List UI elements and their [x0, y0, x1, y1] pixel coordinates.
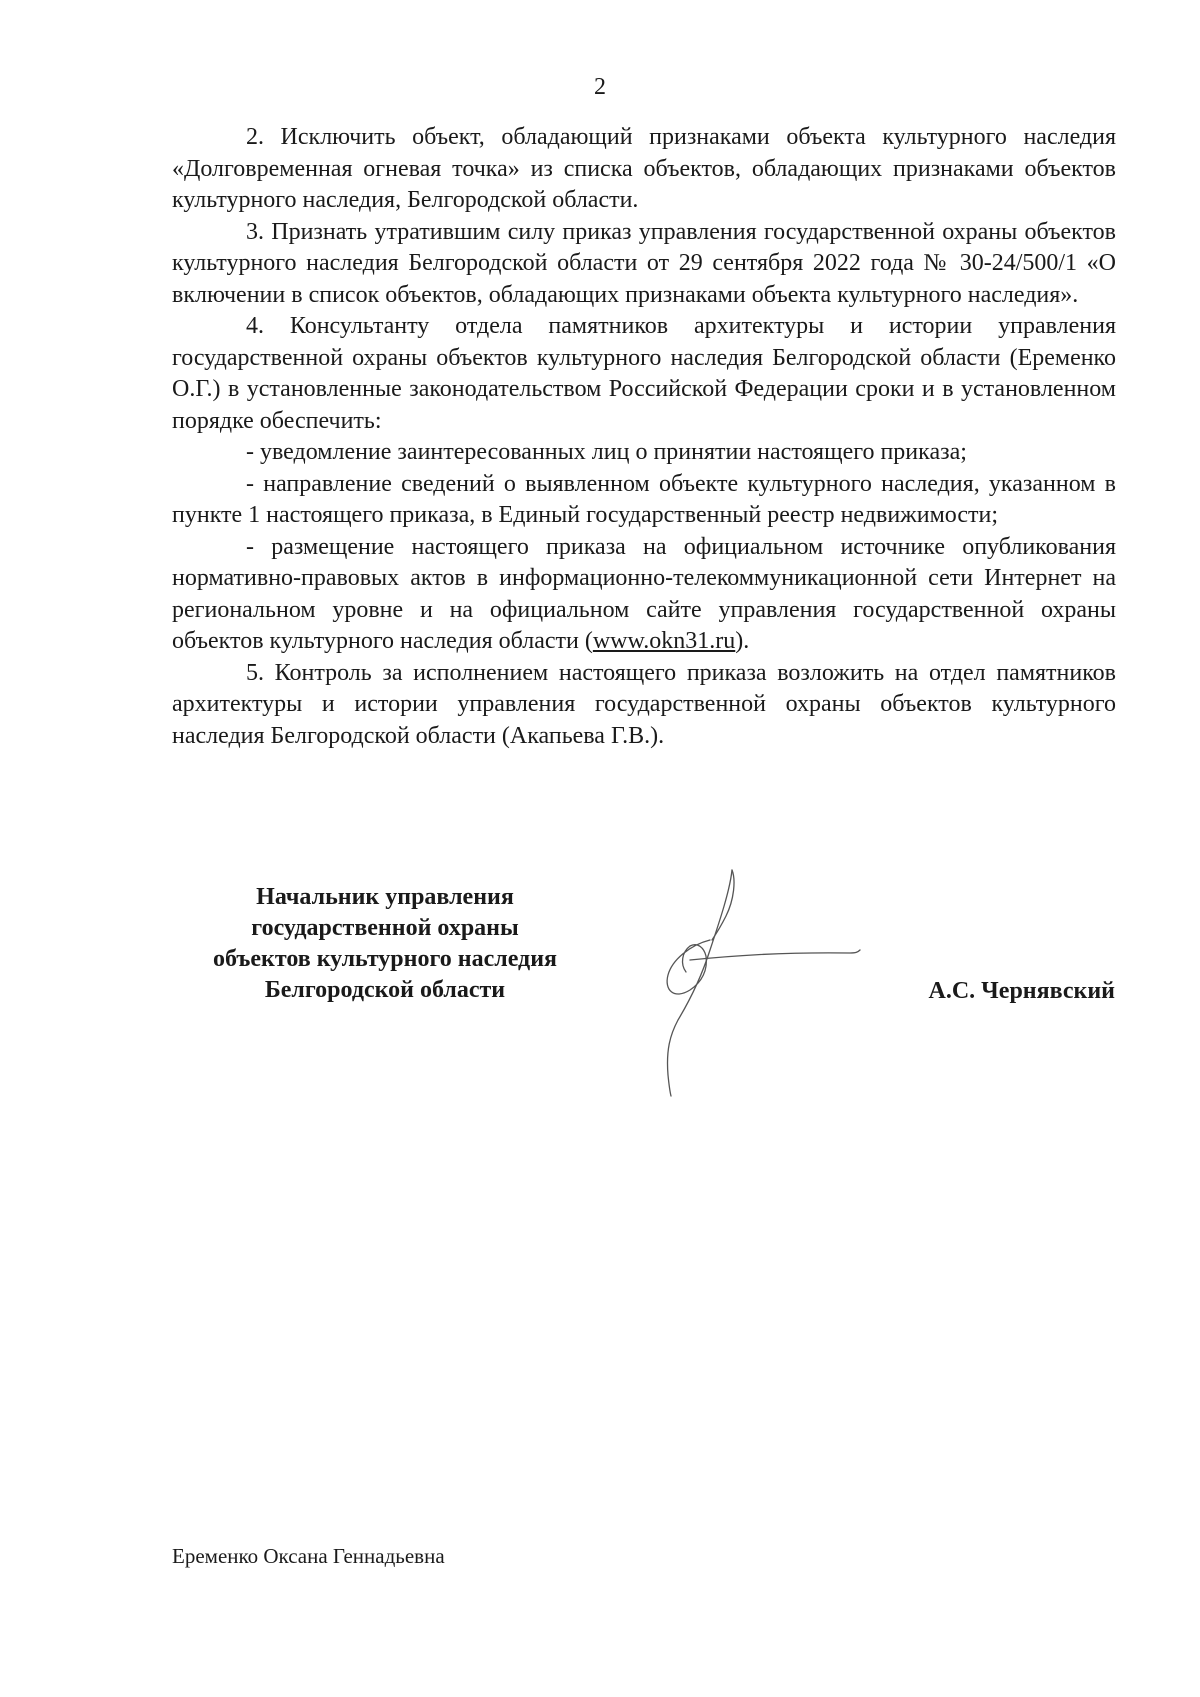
paragraph-text: 4. Консультанту отдела памятников архитектуры и истории управления государственной охраны объектов культурного наследия Белгородской области (Еременко О.Г.) в установленные законодательством Российской Федерации сроки и в установленном порядке обеспечить: [172, 313, 1116, 434]
signer-title-line: Начальник управления [256, 884, 514, 910]
paragraph-text: - уведомление заинтересованных лиц о принятии настоящего приказа; [246, 439, 967, 465]
paragraph-text: 5. Контроль за исполнением настоящего приказа возложить на отдел памятников архитектуры и истории управления государственной охраны объектов культурного наследия Белгородской области (Акапьева Г.В.). [172, 659, 1116, 749]
paragraph-item-4 [172, 311, 1116, 437]
signature-stroke-main [667, 870, 732, 1096]
paragraph-text: - направление сведений о выявленном объекте культурного наследия, указанном в пункте 1 настоящего приказа, в Единый государственный реестр недвижимости; [172, 470, 1116, 528]
signer-title-line: государственной охраны [251, 915, 519, 941]
website-link[interactable]: www.okn31.ru [592, 628, 736, 654]
paragraph-bullet-publication [172, 532, 1116, 658]
paragraph-item-2 [172, 122, 1116, 217]
paragraph-item-3 [172, 217, 1116, 312]
document-body [172, 122, 1116, 752]
executor-name: Еременко Оксана Геннадьевна [172, 1544, 445, 1568]
signer-title [165, 882, 605, 1006]
signer-name: А.С. Чернявский [928, 978, 1115, 1004]
signer-title-line: объектов культурного наследия [212, 946, 558, 972]
signature-stroke-tail [690, 950, 860, 960]
page-number: 2 [594, 74, 606, 100]
signer-title-line: Белгородской области [264, 977, 506, 1003]
paragraph-bullet-notification [172, 437, 1116, 469]
paragraph-bullet-registry [172, 469, 1116, 532]
paragraph-text: 2. Исключить объект, обладающий признаками объекта культурного наследия «Долговременная огневая точка» из списка объектов, обладающих признаками объектов культурного наследия, Белгородской области. [172, 124, 1116, 213]
paragraph-text: - размещение настоящего приказа на официальном источнике опубликования нормативно-правовых актов в информационно-телекоммуникационной сети Интернет на региональном уровне и на официальном сайте управления государственной охраны объектов культурного наследия области ( [172, 533, 1116, 654]
paragraph-item-5 [172, 658, 1116, 753]
paragraph-text: ). [735, 628, 750, 654]
handwritten-signature [650, 860, 890, 1100]
paragraph-text: 3. Признать утратившим силу приказ управления государственной охраны объектов культурного наследия Белгородской области от 29 сентября 2022 года № 30-24/500/1 «О включении в список объектов, обладающих признаками объекта культурного наследия». [172, 218, 1116, 308]
